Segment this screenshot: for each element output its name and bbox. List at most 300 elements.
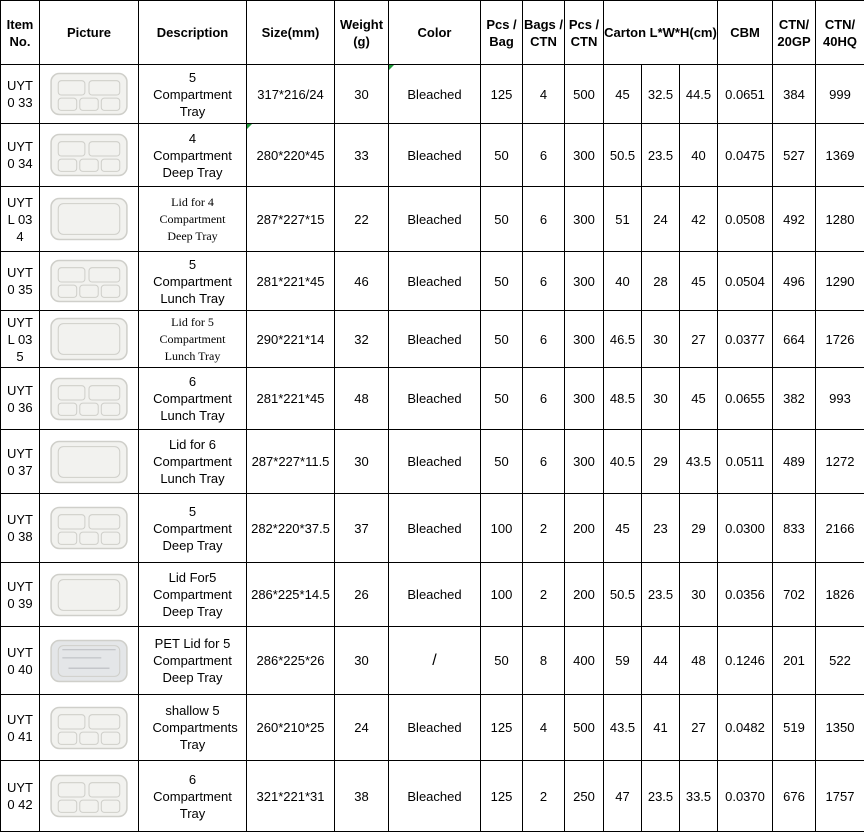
ctn-20gp-text: 382: [783, 391, 805, 406]
weight-text: 24: [354, 720, 369, 735]
header-item-no: Item No.: [1, 1, 40, 65]
table-row: [1, 311, 864, 368]
color-text: /: [432, 652, 437, 669]
ctn-40hq-cell: [816, 627, 864, 695]
carton-length-text: 40.5: [609, 454, 636, 469]
ctn-20gp-text: 702: [783, 587, 805, 602]
picture-cell: [40, 627, 139, 695]
bags-ctn-text: 6: [539, 391, 548, 406]
ctn-40hq-text: 1290: [825, 273, 855, 289]
carton-height-cell: [680, 695, 718, 761]
weight-text: 30: [354, 86, 369, 102]
ctn-40hq-text: 1272: [825, 454, 855, 469]
ctn-20gp-text: 489: [783, 454, 805, 469]
pcs-bag-text: 125: [490, 720, 513, 735]
pcs-ctn-text: 200: [573, 587, 595, 602]
weight-text: 32: [354, 331, 369, 347]
pcs-ctn-text: 300: [573, 391, 595, 406]
bags-ctn-cell: [523, 368, 565, 430]
pcs-bag-cell: [481, 761, 523, 832]
ctn-40hq-text: 1369: [825, 147, 855, 163]
carton-width-cell: [642, 124, 680, 187]
description-cell: [139, 695, 247, 761]
color-cell: [389, 430, 481, 494]
item-cell: [1, 627, 40, 695]
item-cell: [1, 368, 40, 430]
ctn-40hq-text: 1826: [825, 587, 855, 602]
carton-width-cell: [642, 187, 680, 252]
color-cell: [389, 252, 481, 311]
item-text: UYT0 37: [7, 445, 33, 478]
size-text: 287*227*15: [256, 211, 325, 227]
picture-cell: [40, 563, 139, 627]
description-cell: [139, 368, 247, 430]
carton-height-text: 42: [691, 211, 706, 227]
table-row: [1, 494, 864, 563]
carton-width-text: 30: [653, 331, 668, 347]
pcs-bag-cell: [481, 124, 523, 187]
ctn-20gp-cell: [773, 627, 816, 695]
size-text: 286*225*26: [256, 653, 325, 668]
pcs-ctn-text: 300: [573, 211, 595, 227]
item-cell: [1, 761, 40, 832]
pcs-ctn-text: 200: [573, 520, 595, 536]
weight-cell: [335, 252, 389, 311]
carton-height-cell: [680, 65, 718, 124]
pcs-ctn-cell: [565, 627, 604, 695]
pcs-ctn-cell: [565, 430, 604, 494]
pcs-bag-text: 100: [490, 520, 513, 536]
color-text: Bleached: [407, 454, 462, 469]
ctn-20gp-text: 201: [783, 653, 805, 668]
header-ctn-20gp: CTN/ 20GP: [773, 1, 816, 65]
item-text: UYT0 35: [7, 265, 33, 297]
item-cell: [1, 695, 40, 761]
color-cell: [389, 761, 481, 832]
color-cell: [389, 563, 481, 627]
weight-cell: [335, 430, 389, 494]
item-text: UYT0 36: [7, 382, 33, 415]
ctn-20gp-cell: [773, 761, 816, 832]
carton-length-cell: [604, 311, 642, 368]
ctn-20gp-cell: [773, 563, 816, 627]
lid-6-compartment-icon: [48, 438, 130, 486]
picture-cell: [40, 494, 139, 563]
pcs-ctn-cell: [565, 563, 604, 627]
item-text: UYT0 38: [7, 512, 33, 544]
header-picture: Picture: [40, 1, 139, 65]
cbm-text: 0.0508: [725, 211, 765, 227]
cbm-text: 0.0377: [725, 331, 765, 347]
ctn-20gp-text: 384: [783, 86, 805, 102]
carton-height-text: 48: [691, 653, 706, 668]
item-cell: [1, 311, 40, 368]
color-cell: [389, 494, 481, 563]
size-cell: [247, 494, 335, 563]
carton-height-cell: [680, 430, 718, 494]
table-row: [1, 65, 864, 124]
lid-4-compartment-icon: [48, 195, 130, 243]
description-cell: [139, 65, 247, 124]
color-text: Bleached: [407, 147, 462, 163]
pcs-bag-text: 50: [494, 147, 509, 163]
color-text: Bleached: [407, 86, 462, 102]
pcs-ctn-text: 250: [573, 788, 595, 804]
color-text: Bleached: [407, 331, 462, 347]
pcs-bag-cell: [481, 695, 523, 761]
description-cell: [139, 124, 247, 187]
size-cell: [247, 695, 335, 761]
table-row: [1, 252, 864, 311]
description-text: 5 Compartment Tray: [153, 69, 232, 119]
pcs-ctn-cell: [565, 494, 604, 563]
size-cell: [247, 187, 335, 252]
weight-text: 33: [354, 147, 369, 163]
carton-height-cell: [680, 124, 718, 187]
size-cell: [247, 430, 335, 494]
bags-ctn-cell: [523, 563, 565, 627]
tray-6-compartment-lunch-icon: [48, 375, 130, 423]
color-cell: [389, 627, 481, 695]
size-text: 281*221*45: [256, 391, 325, 406]
pcs-ctn-cell: [565, 761, 604, 832]
carton-height-text: 40: [691, 147, 706, 163]
cbm-text: 0.0655: [725, 391, 765, 406]
picture-cell: [40, 65, 139, 124]
pcs-ctn-cell: [565, 252, 604, 311]
picture-cell: [40, 695, 139, 761]
color-cell: [389, 695, 481, 761]
cbm-cell: [718, 311, 773, 368]
color-cell: [389, 124, 481, 187]
header-row: [1, 1, 864, 65]
size-text: 286*225*14.5: [251, 587, 330, 602]
header-pcs-bag: Pcs / Bag: [481, 1, 523, 65]
weight-cell: [335, 563, 389, 627]
size-text: 260*210*25: [256, 720, 325, 735]
description-cell: [139, 430, 247, 494]
carton-width-text: 29: [653, 454, 668, 469]
carton-height-text: 33.5: [685, 788, 712, 804]
item-text: UYT0 33: [7, 78, 33, 110]
cbm-cell: [718, 65, 773, 124]
ctn-20gp-text: 519: [783, 720, 805, 735]
description-text: Lid For5 Compartment Deep Tray: [153, 570, 232, 619]
pcs-bag-text: 50: [494, 331, 509, 347]
weight-text: 22: [354, 211, 369, 227]
weight-cell: [335, 761, 389, 832]
carton-height-text: 44.5: [685, 86, 712, 102]
bags-ctn-cell: [523, 124, 565, 187]
item-text: UYT0 34: [7, 139, 33, 171]
ctn-20gp-cell: [773, 124, 816, 187]
description-text: 5 Compartment Deep Tray: [153, 503, 232, 553]
size-cell: [247, 124, 335, 187]
size-text: 290*221*14: [256, 331, 325, 347]
carton-width-cell: [642, 494, 680, 563]
carton-width-cell: [642, 252, 680, 311]
carton-width-text: 24: [653, 211, 668, 227]
carton-length-cell: [604, 563, 642, 627]
ctn-40hq-text: 1280: [825, 211, 855, 227]
carton-width-cell: [642, 695, 680, 761]
ctn-40hq-cell: [816, 430, 864, 494]
size-text: 317*216/24: [257, 86, 324, 102]
pcs-ctn-cell: [565, 311, 604, 368]
table-row: [1, 695, 864, 761]
tray-5-compartment-icon: [48, 70, 130, 118]
item-cell: [1, 252, 40, 311]
picture-cell: [40, 187, 139, 252]
ctn-20gp-cell: [773, 311, 816, 368]
carton-height-cell: [680, 311, 718, 368]
bags-ctn-cell: [523, 252, 565, 311]
carton-width-cell: [642, 627, 680, 695]
pcs-bag-cell: [481, 65, 523, 124]
ctn-40hq-text: 993: [829, 391, 851, 406]
cbm-cell: [718, 695, 773, 761]
item-cell: [1, 430, 40, 494]
pcs-bag-cell: [481, 311, 523, 368]
item-cell: [1, 187, 40, 252]
carton-width-text: 23.5: [647, 587, 674, 602]
carton-length-text: 45: [615, 520, 630, 536]
carton-length-cell: [604, 494, 642, 563]
bags-ctn-text: 4: [539, 720, 548, 735]
ctn-40hq-cell: [816, 187, 864, 252]
ctn-40hq-cell: [816, 368, 864, 430]
pcs-ctn-cell: [565, 368, 604, 430]
size-cell: [247, 627, 335, 695]
ctn-20gp-cell: [773, 430, 816, 494]
table-row: [1, 368, 864, 430]
size-text: 280*220*45: [256, 147, 325, 163]
weight-cell: [335, 187, 389, 252]
color-cell: [389, 368, 481, 430]
picture-cell: [40, 761, 139, 832]
carton-width-cell: [642, 563, 680, 627]
ctn-20gp-text: 676: [783, 788, 805, 804]
item-text: UYTL 035: [7, 314, 33, 364]
description-cell: [139, 563, 247, 627]
item-cell: [1, 494, 40, 563]
carton-length-cell: [604, 368, 642, 430]
cbm-cell: [718, 494, 773, 563]
bags-ctn-text: 6: [539, 147, 548, 163]
cbm-cell: [718, 563, 773, 627]
lid-5-compartment-deep-icon: [48, 571, 130, 619]
tray-4-compartment-deep-icon: [48, 131, 130, 179]
weight-cell: [335, 494, 389, 563]
pcs-bag-text: 50: [494, 454, 509, 469]
color-text: Bleached: [407, 211, 462, 227]
pet-lid-clear-icon: [48, 637, 130, 685]
item-text: UYTL 034: [7, 194, 33, 244]
picture-cell: [40, 124, 139, 187]
bags-ctn-text: 6: [539, 454, 548, 469]
item-text: UYT0 42: [7, 780, 33, 812]
color-cell: [389, 65, 481, 124]
pcs-ctn-cell: [565, 124, 604, 187]
pcs-bag-text: 50: [494, 391, 509, 406]
table-row: [1, 563, 864, 627]
ctn-20gp-text: 664: [783, 331, 805, 347]
cbm-text: 0.0482: [725, 720, 765, 735]
carton-height-cell: [680, 187, 718, 252]
weight-text: 37: [354, 520, 369, 536]
pcs-ctn-text: 400: [573, 653, 595, 668]
carton-width-cell: [642, 430, 680, 494]
ctn-40hq-cell: [816, 695, 864, 761]
bags-ctn-cell: [523, 430, 565, 494]
carton-width-text: 30: [653, 391, 668, 406]
pcs-bag-text: 50: [494, 211, 509, 227]
ctn-40hq-text: 1757: [825, 788, 855, 804]
tray-shallow-5-compartment-icon: [48, 704, 130, 752]
carton-length-text: 50.5: [609, 147, 636, 163]
pcs-ctn-text: 300: [573, 454, 595, 469]
description-cell: [139, 761, 247, 832]
carton-height-text: 29: [691, 520, 706, 536]
carton-length-text: 45: [615, 86, 630, 102]
bags-ctn-text: 6: [539, 273, 548, 289]
carton-width-cell: [642, 65, 680, 124]
bags-ctn-cell: [523, 311, 565, 368]
cbm-cell: [718, 430, 773, 494]
ctn-40hq-cell: [816, 494, 864, 563]
lid-5-compartment-icon: [48, 315, 130, 363]
size-text: 287*227*11.5: [251, 454, 330, 469]
color-text: Bleached: [407, 720, 462, 735]
size-text: 282*220*37.5: [251, 520, 330, 536]
weight-text: 26: [354, 587, 369, 602]
header-cbm: CBM: [718, 1, 773, 65]
cbm-text: 0.0504: [725, 273, 765, 289]
pcs-bag-cell: [481, 187, 523, 252]
picture-cell: [40, 311, 139, 368]
carton-length-cell: [604, 430, 642, 494]
cbm-text: 0.0356: [725, 587, 765, 602]
pcs-bag-cell: [481, 252, 523, 311]
ctn-20gp-text: 833: [783, 520, 805, 536]
bags-ctn-cell: [523, 65, 565, 124]
carton-height-cell: [680, 627, 718, 695]
ctn-40hq-text: 999: [829, 86, 851, 102]
ctn-20gp-cell: [773, 65, 816, 124]
pcs-bag-cell: [481, 494, 523, 563]
description-text: 6 Compartment Lunch Tray: [153, 374, 232, 423]
pcs-bag-text: 125: [490, 86, 513, 102]
cbm-cell: [718, 124, 773, 187]
color-cell: [389, 311, 481, 368]
carton-length-text: 59: [615, 653, 630, 668]
carton-length-cell: [604, 252, 642, 311]
pcs-bag-text: 125: [490, 788, 513, 804]
size-text: 321*221*31: [256, 788, 325, 804]
description-text: Lid for 4 Compartment Deep Tray: [159, 194, 226, 243]
color-text: Bleached: [407, 587, 462, 602]
carton-length-text: 50.5: [609, 587, 636, 602]
cbm-text: 0.1246: [725, 653, 765, 668]
picture-cell: [40, 368, 139, 430]
weight-cell: [335, 311, 389, 368]
bags-ctn-cell: [523, 627, 565, 695]
bags-ctn-cell: [523, 761, 565, 832]
weight-cell: [335, 695, 389, 761]
header-weight: Weight (g): [335, 1, 389, 65]
weight-text: 46: [354, 273, 369, 289]
header-ctn-40hq: CTN/ 40HQ: [816, 1, 864, 65]
size-cell: [247, 311, 335, 368]
carton-width-text: 23: [653, 520, 668, 536]
ctn-20gp-cell: [773, 494, 816, 563]
header-pcs-ctn: Pcs / CTN: [565, 1, 604, 65]
pcs-ctn-cell: [565, 65, 604, 124]
pcs-ctn-text: 300: [573, 147, 595, 163]
cbm-cell: [718, 368, 773, 430]
picture-cell: [40, 252, 139, 311]
description-text: 5 Compartment Lunch Tray: [153, 256, 232, 306]
description-text: shallow 5 Compartments Tray: [152, 703, 238, 752]
bags-ctn-text: 2: [539, 788, 548, 804]
bags-ctn-text: 8: [539, 653, 548, 668]
item-text: UYT0 40: [7, 644, 33, 677]
size-cell: [247, 252, 335, 311]
bags-ctn-cell: [523, 695, 565, 761]
bags-ctn-text: 6: [539, 331, 548, 347]
ctn-40hq-cell: [816, 563, 864, 627]
ctn-20gp-cell: [773, 252, 816, 311]
carton-length-cell: [604, 627, 642, 695]
bags-ctn-text: 6: [539, 211, 548, 227]
description-text: 4 Compartment Deep Tray: [153, 130, 232, 180]
ctn-20gp-text: 492: [783, 211, 805, 227]
pcs-bag-cell: [481, 563, 523, 627]
ctn-40hq-cell: [816, 761, 864, 832]
carton-length-text: 51: [615, 211, 630, 227]
picture-cell: [40, 430, 139, 494]
header-carton: Carton L*W*H(cm): [604, 1, 718, 65]
table-body: [1, 65, 864, 832]
carton-height-text: 45: [691, 391, 706, 406]
bags-ctn-text: 2: [539, 587, 548, 602]
color-cell: [389, 187, 481, 252]
carton-width-text: 41: [653, 720, 668, 735]
color-text: Bleached: [407, 520, 462, 536]
carton-width-text: 28: [653, 273, 668, 289]
item-cell: [1, 563, 40, 627]
carton-length-cell: [604, 65, 642, 124]
cbm-cell: [718, 187, 773, 252]
ctn-40hq-text: 1350: [825, 720, 855, 735]
table-row: [1, 124, 864, 187]
carton-width-text: 44: [653, 653, 668, 668]
description-cell: [139, 311, 247, 368]
item-cell: [1, 124, 40, 187]
weight-text: 48: [354, 391, 369, 406]
cbm-text: 0.0370: [725, 788, 765, 804]
pcs-bag-cell: [481, 627, 523, 695]
table-row: [1, 187, 864, 252]
ctn-20gp-cell: [773, 187, 816, 252]
tray-5-compartment-deep-icon: [48, 504, 130, 552]
description-cell: [139, 494, 247, 563]
ctn-40hq-text: 2166: [825, 520, 855, 536]
description-text: Lid for 6 Compartment Lunch Tray: [153, 437, 232, 486]
ctn-20gp-text: 496: [783, 273, 805, 289]
size-text: 281*221*45: [256, 273, 325, 289]
header-description: Description: [139, 1, 247, 65]
